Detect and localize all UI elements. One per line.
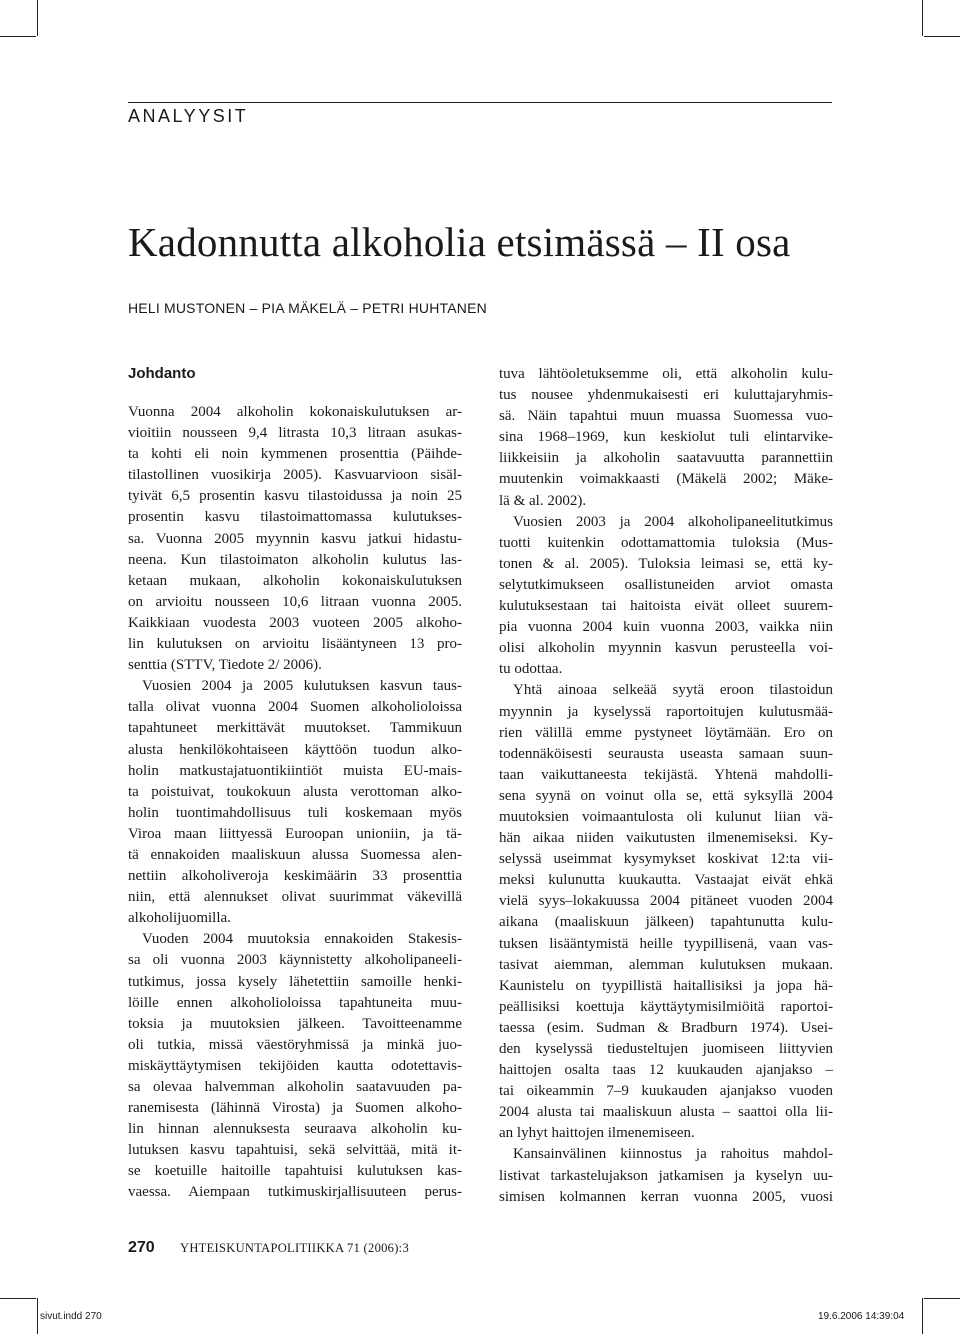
text-line: sina 1968–1969, kun keskiolut tuli elintarvike- bbox=[499, 429, 833, 446]
article-title: Kadonnutta alkoholia etsimässä – II osa bbox=[128, 219, 791, 265]
crop-mark bbox=[0, 36, 36, 37]
text-line: sa oli vuonna 2003 käynnistetty alkoholipaneeli- bbox=[128, 952, 462, 969]
text-line: muutenkin voimakkaasti (Mäkelä 2002; Mäke- bbox=[499, 471, 833, 488]
text-line: Vuonna 2004 alkoholin kokonaiskulutuksen ar- bbox=[128, 404, 462, 420]
crop-mark bbox=[922, 0, 923, 36]
section-label: ANALYYSIT bbox=[128, 106, 249, 126]
text-line: alusta henkilökohtaiseen käyttöön tuodun alko- bbox=[128, 741, 462, 758]
section-heading: Johdanto bbox=[128, 365, 196, 382]
text-line: miskäyttäytymisen tekijöiden kautta odotettavis- bbox=[128, 1057, 462, 1074]
crop-mark bbox=[37, 1298, 38, 1334]
text-line: todennäköisesti seurausta useasta samaan suun- bbox=[499, 745, 833, 762]
text-line: tapahtuneet merkittävät muutokset. Tammikuun bbox=[128, 720, 462, 737]
text-line: Vuosien 2004 ja 2005 kulutuksen kasvun taus- bbox=[142, 678, 462, 695]
text-line: selytutkimukseen osallistuneiden arviot omasta bbox=[499, 576, 833, 593]
crop-mark bbox=[922, 1298, 923, 1334]
text-line: niin, että alennukset olivat suurimmat väkevillä bbox=[128, 889, 462, 906]
text-line: on arvioitu nousseen 10,6 litraan vuonna 2005. bbox=[128, 593, 462, 610]
text-line: tuotti kuitenkin odottamattomia tuloksia (Mus- bbox=[499, 534, 833, 551]
text-line: Vuosien 2003 ja 2004 alkoholipaneelitutkimus bbox=[513, 513, 833, 530]
text-line: peällisiksi koettuja käyttäytymisilmiöitä raportoi- bbox=[499, 998, 833, 1015]
text-line: lä & al. 2002). bbox=[499, 492, 587, 509]
page-number: 270 bbox=[128, 1239, 155, 1256]
text-line: tasivat aiemman, alemman kulutuksen mukaan. bbox=[499, 956, 833, 973]
crop-mark bbox=[924, 1298, 960, 1299]
text-line: selyssä useimmat kysymykset koskivat 12:ta vii- bbox=[499, 851, 833, 868]
text-line: muutoksien voimaantulosta oli kulunut liian vä- bbox=[499, 808, 833, 825]
text-line: taessa (esim. Sudman & Bradburn 1974). Usei- bbox=[499, 1019, 833, 1036]
text-line: prosentin kasvu tilastoimattomassa kulutukses- bbox=[128, 509, 462, 526]
text-line: sa. Vuonna 2005 myynnin kasvu jatkui hidastu- bbox=[128, 530, 462, 547]
text-line: Yhtä ainoaa selkeää syytä eroon tilastoidun bbox=[513, 682, 833, 699]
text-line: haittojen osalta taas 12 kuukauden ajanjakso – bbox=[499, 1062, 833, 1079]
text-line: pia vuonna 2004 kuin vuonna 2003, vaikka niin bbox=[499, 619, 833, 636]
text-line: lutuksen kasvu tapahtuisi, sekä selvittää, mitä it- bbox=[128, 1142, 462, 1159]
text-line: senttia (STTV, Tiedote 2/ 2006). bbox=[128, 657, 322, 674]
text-line: Kaikkiaan vuodesta 2003 vuoteen 2005 alkoho- bbox=[128, 614, 462, 631]
text-line: Vuoden 2004 muutoksia ennakoiden Stakesis- bbox=[142, 931, 462, 948]
journal-citation: YHTEISKUNTAPOLITIIKKA 71 (2006):3 bbox=[180, 1241, 410, 1255]
text-line: holin tuontimahdollisuus tuli koskemaan myös bbox=[128, 804, 462, 821]
text-line: hän aikaa niiden vaikutusten ilmenemiseksi. Ky- bbox=[499, 830, 833, 847]
text-line: rien välillä emme pystyneet löytämään. Ero on bbox=[499, 724, 833, 741]
text-line: ta kohti eli noin kymmenen prosenttia (Päihde- bbox=[128, 446, 462, 463]
text-line: tutkimus, jossa kysely lähetettiin samoille henki- bbox=[128, 973, 462, 990]
text-line: simisen kolmannen kerran vuonna 2005, vuosi bbox=[499, 1188, 833, 1205]
article-authors: HELI MUSTONEN – PIA MÄKELÄ – PETRI HUHTANEN bbox=[128, 300, 487, 316]
text-line: den kyselyssä tiedusteltujen juomiseen liittyvien bbox=[499, 1041, 833, 1057]
text-line: olisi alkoholin myynnin kasvun perusteella voi- bbox=[499, 640, 833, 657]
text-line: Kansainvälinen kiinnostus ja rahoitus mahdol- bbox=[513, 1146, 833, 1163]
text-line: tus nousee yhdenmukaisesti eri kuluttajaryhmis- bbox=[499, 387, 833, 404]
text-line: tyivät 6,5 prosentin kasvu tilastoidussa ja noin 25 bbox=[128, 488, 462, 505]
text-line: tä ennakoiden maaliskuun alussa Suomessa alen- bbox=[128, 846, 462, 863]
text-line: vioitiin nousseen 9,4 litrasta 10,3 litraan asukas- bbox=[128, 425, 462, 442]
text-line: sa olevaa halvemman alkoholin saatavuuden pa- bbox=[128, 1079, 462, 1095]
text-line: vaessa. Aiempaan tutkimuskirjallisuuteen perus- bbox=[128, 1184, 462, 1201]
text-line: tuksen lisääntymistä heille tyypillisenä, vaan vas- bbox=[499, 935, 833, 952]
text-line: tuva lähtöoletuksemme oli, että alkoholin kulu- bbox=[499, 366, 833, 382]
text-line: Viroa maan liittyessä Euroopan unioniin, ja tä- bbox=[128, 825, 462, 842]
text-line: holin matkustajatuontikiintiöt muista EU-mais- bbox=[128, 762, 462, 779]
text-line: liikkeisiin ja alkoholin saatavuutta parannettiin bbox=[499, 450, 833, 467]
text-line: toksia ja muutoksien jälkeen. Tavoitteenamme bbox=[128, 1015, 462, 1032]
text-line: taan vaikuttaneesta tekijästä. Yhtenä mahdolli- bbox=[499, 766, 833, 783]
left-column bbox=[128, 402, 462, 1204]
text-line: ketaan mukaan, alkoholin kokonaiskulutuksen bbox=[128, 572, 462, 589]
text-line: neena. Kun tilastoimaton alkoholin kulutus las- bbox=[128, 551, 462, 568]
text-line: alkoholijuomilla. bbox=[128, 910, 231, 927]
text-line: ranemisesta (lähinnä Virosta) ja Suomen alkoho- bbox=[128, 1100, 462, 1117]
text-line: tu odottaa. bbox=[499, 661, 563, 678]
text-line: aikana (maaliskuun jälkeen) tapahtunutta kulu- bbox=[499, 914, 833, 931]
text-line: ta poistuivat, toukokuun alusta verottoman alko- bbox=[128, 783, 462, 800]
text-line: löille ennen alkoholioloissa tapahtuneita muu- bbox=[128, 994, 462, 1011]
text-line: an lyhyt haittojen ilmenemiseen. bbox=[499, 1125, 695, 1142]
text-line: meksi kulunutta kuukautta. Vastaajat eivät ehkä bbox=[499, 872, 833, 889]
text-line: vielä syys–lokakuussa 2004 pitäneet vuoden 2004 bbox=[499, 893, 833, 910]
text-line: sä. Näin tapahtui muun muassa Suomessa vuo- bbox=[499, 408, 833, 425]
crop-mark bbox=[924, 36, 960, 37]
text-line: listivat tarkastelujakson jatkamisen ja kyselyn uu- bbox=[499, 1167, 833, 1184]
crop-mark bbox=[37, 0, 38, 36]
text-line: kulutuksestaan tai haitoista eivät olleet suurem- bbox=[499, 598, 833, 615]
text-line: tonen & al. 2005). Tuloksia leimasi se, että ky- bbox=[499, 555, 833, 572]
text-line: se koetuille haitoille tapahtuisi kulutuksen kas- bbox=[128, 1163, 462, 1180]
text-line: nettiin alkoholiveroja keskimäärin 33 prosenttia bbox=[128, 868, 462, 885]
text-line: 2004 alusta tai maaliskuun alusta – saattoi olla lii- bbox=[499, 1104, 833, 1121]
section-rule bbox=[128, 102, 832, 103]
text-line: lin hinnan alennuksesta seuraava alkoholin ku- bbox=[128, 1121, 462, 1138]
text-line: lin kulutuksen on arvioitu lisääntyneen 13 pro- bbox=[128, 636, 462, 653]
text-line: talla olivat vuonna 2004 Suomen alkoholioloissa bbox=[128, 699, 462, 716]
text-line: sena syynä on voinut olla se, että syksyllä 2004 bbox=[499, 787, 833, 804]
slug-date: 19.6.2006 14:39:04 bbox=[818, 1311, 905, 1322]
text-line: tai oikeammin 7–9 kuukauden ajanjakso vuoden bbox=[499, 1083, 833, 1100]
text-line: myynnin ja kyselyssä raportoitujen kulutusmää- bbox=[499, 703, 833, 720]
text-line: tilastollinen vuosikirja 2005). Kasvuarvioon sisäl- bbox=[128, 467, 462, 484]
right-column bbox=[499, 364, 833, 1208]
text-line: oli tutkia, missä väestöryhmissä ja minkä juo- bbox=[128, 1036, 462, 1053]
slug-file: sivut.indd 270 bbox=[40, 1311, 102, 1322]
text-line: Kaunistelu on tyypillistä haitallisiksi ja jopa hä- bbox=[499, 977, 833, 994]
crop-mark bbox=[0, 1298, 36, 1299]
